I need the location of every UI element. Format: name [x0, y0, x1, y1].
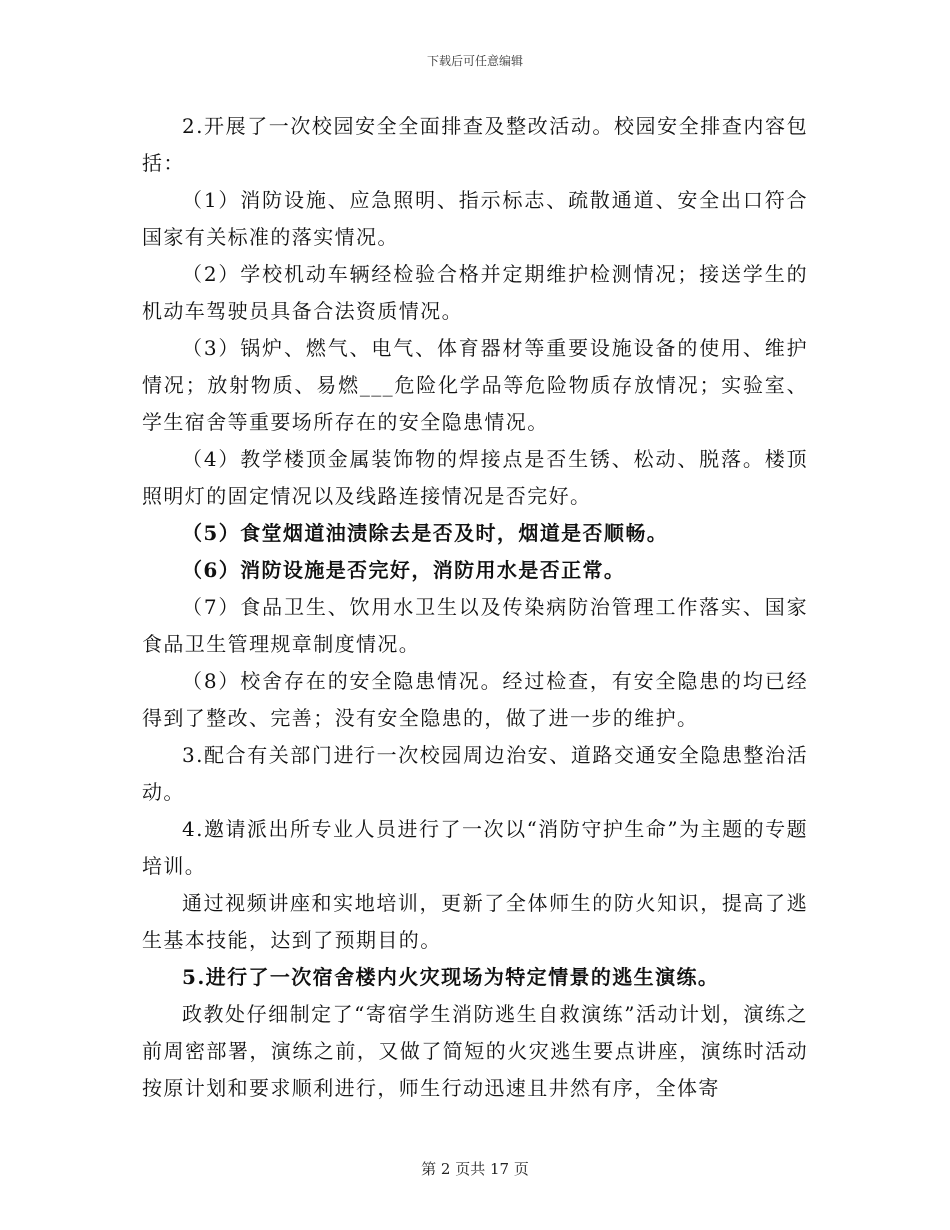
paragraph-check-6: （6）消防设施是否完好，消防用水是否正常。	[182, 558, 626, 582]
paragraph-item-2-intro: 2.开展了一次校园安全全面排查及整改活动。校园安全排查内容包括：	[142, 114, 808, 175]
document-body	[142, 108, 808, 1107]
paragraph-item-3: 3.配合有关部门进行一次校园周边治安、道路交通安全隐患整治活动。	[142, 743, 808, 804]
paragraph-check-1: （1）消防设施、应急照明、指示标志、疏散通道、安全出口符合国家有关标准的落实情况。	[142, 188, 808, 249]
paragraph-item-5: 5.进行了一次宿舍楼内火灾现场为特定情景的逃生演练。	[182, 965, 720, 989]
page-footer: 第 2 页共 17 页	[421, 1160, 529, 1178]
paragraph-check-3: （3）锅炉、燃气、电气、体育器材等重要设施设备的使用、维护情况；放射物质、易燃___危险化学品等危险物质存放情况；实验室、学生宿舍等重要场所存在的安全隐患情况。	[142, 336, 808, 434]
paragraph-check-8: （8）校舍存在的安全隐患情况。经过检查，有安全隐患的均已经得到了整改、完善；没有安全隐患的，做了进一步的维护。	[142, 669, 808, 730]
paragraph-drill-description: 政教处仔细制定了“寄宿学生消防逃生自救演练”活动计划，演练之前周密部署，演练之前，又做了简短的火灾逃生要点讲座，演练时活动按原计划和要求顺利进行，师生行动迅速且井然有序，全体寄	[142, 1002, 808, 1100]
paragraph-training-result: 通过视频讲座和实地培训，更新了全体师生的防火知识，提高了逃生基本技能，达到了预期目的。	[142, 891, 808, 952]
paragraph-check-5: （5）食堂烟道油渍除去是否及时，烟道是否顺畅。	[182, 521, 669, 545]
paragraph-check-4: （4）教学楼顶金属装饰物的焊接点是否生锈、松动、脱落。楼顶照明灯的固定情况以及线路连接情况是否完好。	[142, 447, 808, 508]
paragraph-check-2: （2）学校机动车辆经检验合格并定期维护检测情况；接送学生的机动车驾驶员具备合法资质情况。	[142, 262, 808, 323]
paragraph-item-4: 4.邀请派出所专业人员进行了一次以“消防守护生命”为主题的专题培训。	[142, 817, 808, 878]
paragraph-check-7: （7）食品卫生、饮用水卫生以及传染病防治管理工作落实、国家食品卫生管理规章制度情况。	[142, 595, 808, 656]
page-header: 下载后可任意编辑	[426, 54, 523, 68]
